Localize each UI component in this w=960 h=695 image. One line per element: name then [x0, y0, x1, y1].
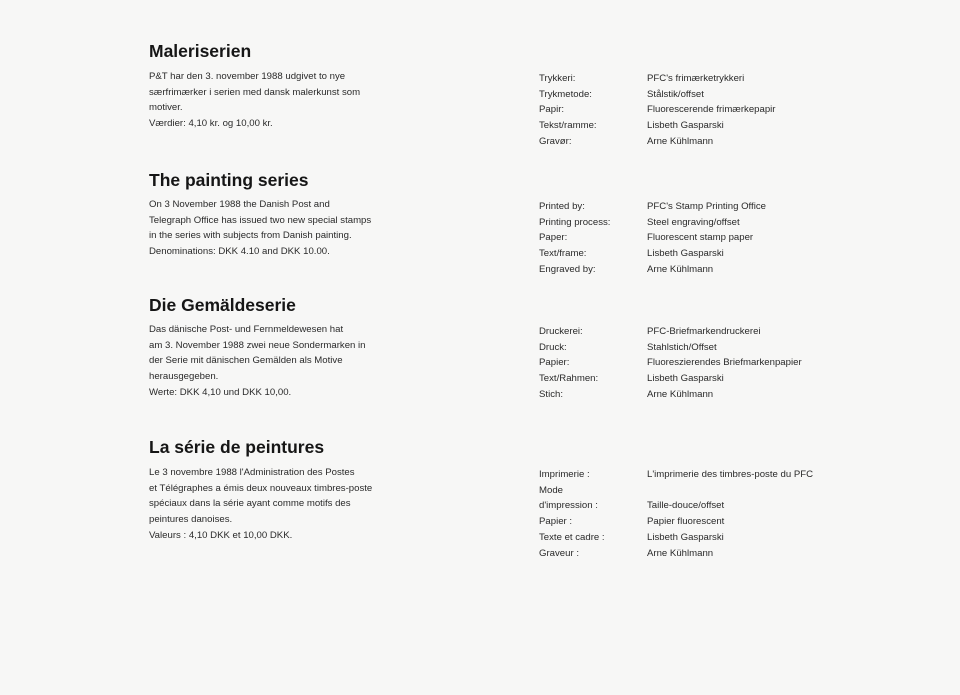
fact-label: Stich: — [539, 388, 563, 400]
body-line: Das dänische Post- und Fernmeldewesen hat — [149, 324, 344, 335]
fact-value: Lisbeth Gasparski — [647, 373, 724, 385]
body-line: Telegraph Office has issued two new special stamps — [149, 214, 372, 226]
fact-label: Trykkeri: — [539, 73, 576, 84]
fact-row — [539, 230, 939, 246]
fact-label: Papier : — [539, 516, 573, 528]
fact-value: PFC's Stamp Printing Office — [647, 201, 766, 212]
fact-row — [539, 530, 939, 546]
body-line: Værdier: 4,10 kr. og 10,00 kr. — [149, 118, 273, 130]
body-line: On 3 November 1988 the Danish Post and — [149, 199, 330, 210]
body-line: spéciaux dans la série ayant comme motifs des — [149, 498, 351, 510]
body-line: der Serie mit dänischen Gemälden als Motive — [149, 355, 343, 367]
section-body — [149, 69, 469, 132]
body-line: motiver. — [149, 102, 183, 114]
production-facts — [539, 467, 939, 561]
fact-value: Stahlstich/Offset — [647, 341, 717, 353]
fact-value: Fluoreszierendes Briefmarkenpapier — [647, 357, 802, 369]
section-heading: Die Gemäldeserie — [149, 295, 296, 315]
fact-row — [539, 546, 939, 562]
fact-value: PFC's frimærketrykkeri — [647, 73, 745, 84]
fact-row — [539, 71, 939, 87]
fact-value: Papier fluorescent — [647, 516, 725, 528]
body-line: am 3. November 1988 zwei neue Sondermarken in — [149, 339, 366, 351]
production-facts — [539, 199, 939, 278]
fact-label: Gravør: — [539, 135, 572, 147]
fact-value: Fluorescerende frimærkepapir — [647, 104, 776, 116]
production-facts — [539, 324, 939, 403]
fact-row — [539, 467, 939, 483]
fact-label: Papir: — [539, 104, 565, 116]
fact-label: d'impression : — [539, 500, 598, 512]
fact-label: Papier: — [539, 357, 570, 369]
fact-row — [539, 355, 939, 371]
fact-label: Druckerei: — [539, 326, 583, 337]
fact-value: Lisbeth Gasparski — [647, 248, 724, 260]
body-line: P&T har den 3. november 1988 udgivet to nye — [149, 71, 346, 82]
fact-row — [539, 324, 939, 340]
body-line: særfrimærker i serien med dansk malerkunst som — [149, 86, 361, 98]
fact-value: Arne Kühlmann — [647, 547, 714, 559]
body-line: et Télégraphes a émis deux nouveaux timbres-poste — [149, 482, 373, 494]
fact-value: Lisbeth Gasparski — [647, 531, 724, 543]
section-heading: The painting series — [149, 170, 309, 190]
fact-row — [539, 199, 939, 215]
fact-row — [539, 87, 939, 103]
fact-value: Taille-douce/offset — [647, 500, 725, 512]
fact-row — [539, 215, 939, 231]
fact-label: Trykmetode: — [539, 88, 592, 100]
fact-row — [539, 387, 939, 403]
body-line: Valeurs : 4,10 DKK et 10,00 DKK. — [149, 529, 293, 541]
body-line: Le 3 novembre 1988 l'Administration des Postes — [149, 467, 355, 478]
fact-row — [539, 498, 939, 514]
fact-label: Engraved by: — [539, 263, 596, 275]
section-body — [149, 322, 469, 401]
fact-value: Steel engraving/offset — [647, 216, 740, 228]
fact-row — [539, 340, 939, 356]
fact-row — [539, 514, 939, 530]
fact-label: Mode — [539, 484, 563, 496]
fact-row — [539, 102, 939, 118]
fact-row — [539, 246, 939, 262]
fact-row — [539, 262, 939, 278]
section-heading: Maleriserien — [149, 41, 252, 61]
fact-label: Texte et cadre : — [539, 531, 605, 543]
fact-value: Arne Kühlmann — [647, 388, 714, 400]
fact-value: Stålstik/offset — [647, 88, 704, 100]
fact-row — [539, 483, 939, 499]
fact-row — [539, 118, 939, 134]
fact-value: Arne Kühlmann — [647, 263, 714, 275]
fact-label: Printing process: — [539, 216, 611, 228]
section-body — [149, 465, 469, 544]
fact-label: Imprimerie : — [539, 469, 590, 480]
section-heading: La série de peintures — [149, 437, 325, 457]
fact-label: Printed by: — [539, 201, 585, 212]
fact-value: Fluorescent stamp paper — [647, 232, 754, 244]
section-body — [149, 197, 469, 260]
fact-label: Tekst/ramme: — [539, 120, 597, 132]
fact-value: PFC-Briefmarkendruckerei — [647, 326, 761, 337]
body-line: peintures danoises. — [149, 514, 233, 526]
fact-value: L'imprimerie des timbres-poste du PFC — [647, 469, 814, 480]
fact-label: Graveur : — [539, 547, 579, 559]
fact-label: Paper: — [539, 232, 568, 244]
fact-row — [539, 371, 939, 387]
body-line: Werte: DKK 4,10 und DKK 10,00. — [149, 386, 292, 398]
body-line: in the series with subjects from Danish painting. — [149, 230, 352, 242]
body-line: herausgegeben. — [149, 371, 219, 383]
body-line: Denominations: DKK 4.10 and DKK 10.00. — [149, 246, 330, 258]
fact-value: Lisbeth Gasparski — [647, 120, 724, 132]
fact-label: Text/Rahmen: — [539, 373, 599, 385]
fact-row — [539, 134, 939, 150]
fact-label: Text/frame: — [539, 248, 587, 260]
fact-value: Arne Kühlmann — [647, 135, 714, 147]
production-facts — [539, 71, 939, 150]
fact-label: Druck: — [539, 341, 567, 353]
